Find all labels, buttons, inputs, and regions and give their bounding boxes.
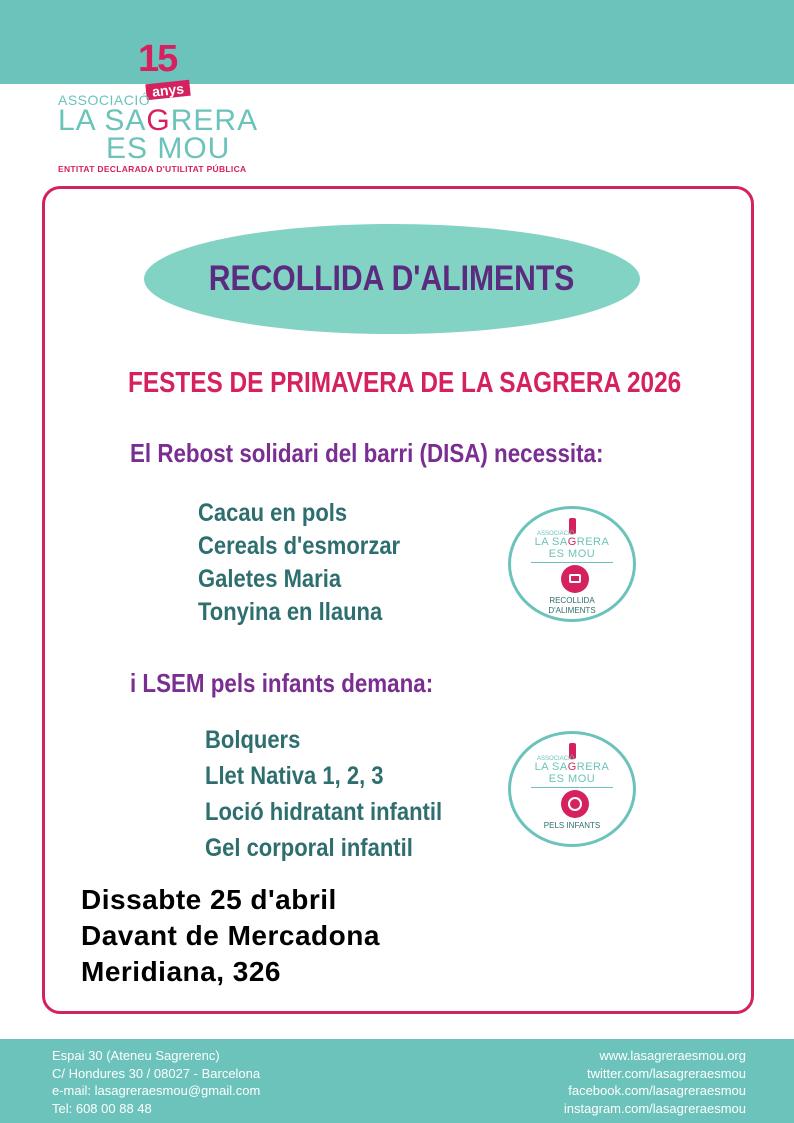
section2-list	[205, 722, 474, 866]
footer-venue: Espai 30 (Ateneu Sagrerenc)	[52, 1048, 220, 1063]
logo-anniversary-badge: anys	[145, 80, 190, 101]
list-item: Llet Nativa 1, 2, 3	[205, 762, 384, 790]
food-basket-icon	[561, 565, 589, 593]
footer-address: C/ Hondures 30 / 08027 - Barcelona	[52, 1065, 261, 1081]
event-title: FESTES DE PRIMAVERA DE LA SAGRERA 2026	[128, 367, 682, 399]
badge-divider	[531, 787, 613, 788]
title-banner	[144, 224, 640, 334]
logo-anniversary-number: 15	[138, 38, 177, 80]
list-item: Gel corporal infantil	[205, 834, 413, 862]
footer-phone: Tel: 608 00 88 48	[52, 1100, 152, 1116]
badge-assoc-label: ASSOCIACIÓ	[537, 531, 575, 537]
recollida-badge	[508, 506, 636, 622]
section1-heading: El Rebost solidari del barri (DISA) necessita:	[130, 438, 604, 468]
event-address: Meridiana, 326	[81, 956, 281, 987]
list-item: Loció hidratant infantil	[205, 798, 443, 826]
badge-name-line1: LA SAGRERA	[534, 761, 610, 773]
footer-website-link[interactable]: www.lasagreraesmou.org	[599, 1048, 746, 1063]
badge-divider	[531, 562, 613, 563]
badge-name-line1: LA SAGRERA	[534, 536, 610, 548]
logo-name-line1: LA SAGRERA	[58, 104, 259, 137]
badge-caption: PELS INFANTS	[543, 821, 601, 830]
footer-links	[564, 1047, 746, 1117]
section2-heading: i LSEM pels infants demana:	[130, 668, 434, 698]
logo-subtitle: ENTITAT DECLARADA D'UTILITAT PÚBLICA	[58, 164, 247, 174]
logo-association-label: ASSOCIACIÓ	[58, 92, 151, 108]
footer-facebook-link[interactable]: facebook.com/lasagreraesmou	[568, 1083, 746, 1098]
event-details	[81, 882, 380, 990]
footer-instagram-link[interactable]: instagram.com/lasagreraesmou	[563, 1100, 746, 1116]
badge-name-line2: ES MOU	[548, 548, 596, 560]
event-place: Davant de Mercadona	[81, 920, 380, 951]
list-item: Bolquers	[205, 726, 301, 754]
page-title: RECOLLIDA D'ALIMENTS	[209, 259, 575, 298]
logo-name-line2: ES MOU	[106, 132, 231, 165]
footer-bar	[0, 1039, 794, 1123]
list-item: Tonyina en llauna	[198, 598, 383, 626]
badge-name-line2: ES MOU	[548, 773, 596, 785]
association-logo	[58, 40, 288, 180]
footer-contact	[52, 1047, 260, 1117]
badge-assoc-label: ASSOCIACIÓ	[537, 756, 575, 762]
list-item: Galetes Maria	[198, 565, 342, 593]
list-item: Cacau en pols	[198, 499, 348, 527]
footer-twitter-link[interactable]: twitter.com/lasagreraesmou	[587, 1065, 746, 1081]
section1-list	[198, 497, 428, 629]
footer-email[interactable]: e-mail: lasagreraesmou@gmail.com	[52, 1083, 261, 1098]
event-date: Dissabte 25 d'abril	[81, 884, 337, 915]
list-item: Cereals d'esmorzar	[198, 532, 401, 560]
pels-infants-badge	[508, 731, 636, 847]
badge-caption: RECOLLIDA D'ALIMENTS	[548, 596, 596, 615]
baby-icon	[561, 790, 589, 818]
